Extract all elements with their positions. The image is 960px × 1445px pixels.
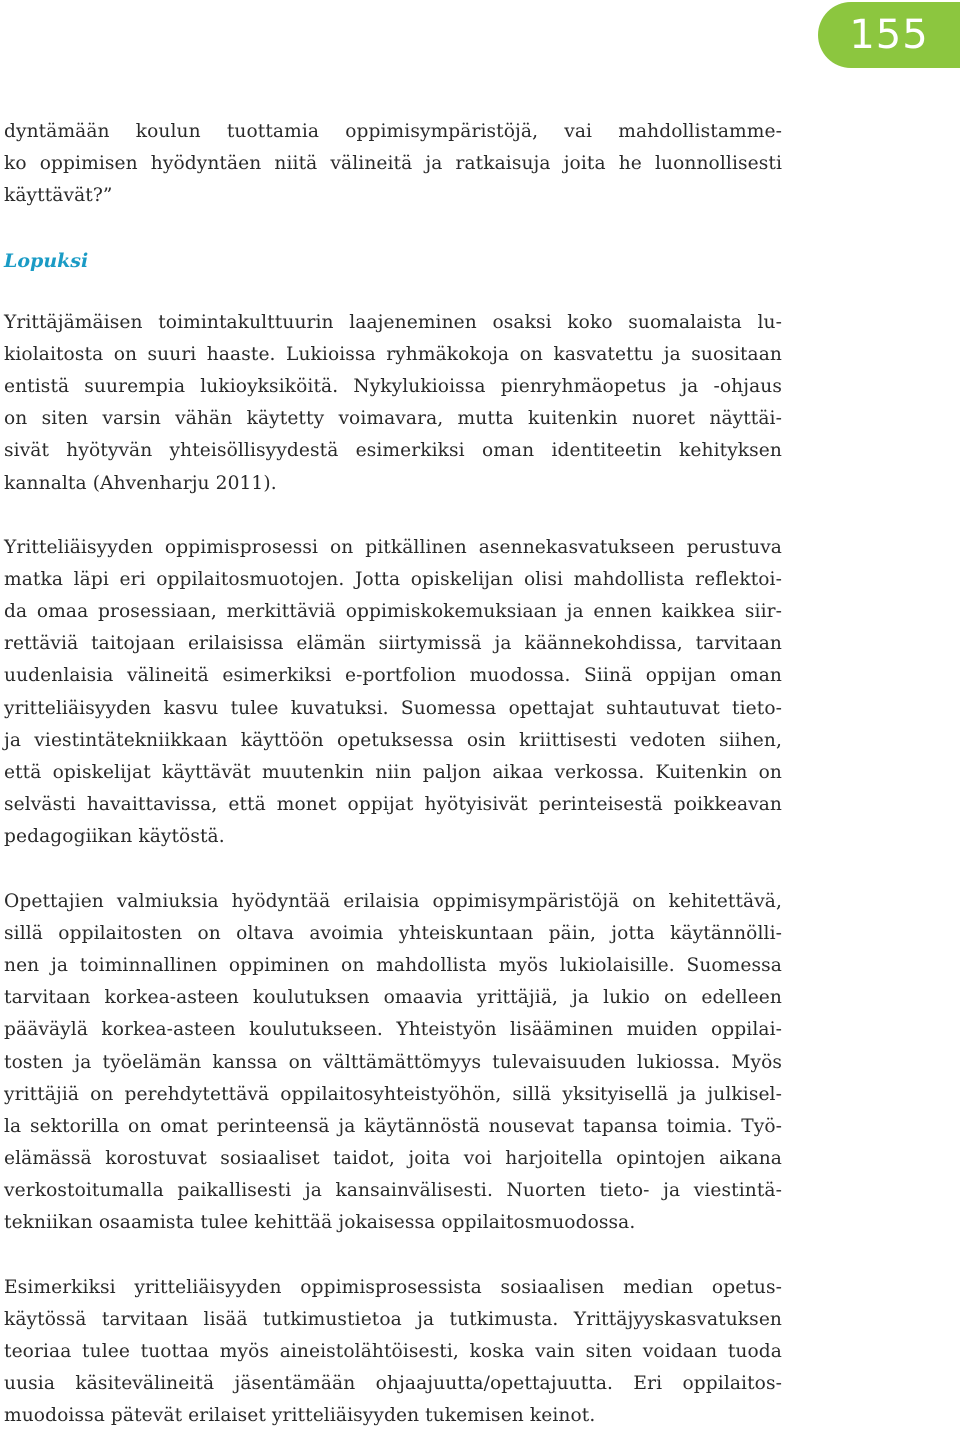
text-line: yritteliäisyyden kasvu tulee kuvatuksi. Suomessa opettajat suhtautuvat tieto- bbox=[4, 697, 782, 719]
paragraph-gap bbox=[4, 1240, 782, 1272]
paragraph-3 bbox=[4, 886, 782, 1240]
text-line: teoriaa tulee tuottaa myös aineistolähtöisesti, koska vain siten voidaan tuoda bbox=[4, 1341, 782, 1362]
text-line: verkostoitumalla paikallisesti ja kansainvälisesti. Nuorten tieto- ja viestintä- bbox=[4, 1180, 782, 1202]
text-line: on siten varsin vähän käytetty voimavara, mutta kuitenkin nuoret näyttäi- bbox=[4, 408, 782, 430]
text-line: kannalta (Ahvenharju 2011). bbox=[4, 472, 277, 494]
text-line: la sektorilla on omat perinteensä ja käytännöstä nousevat tapansa toimia. Työ- bbox=[4, 1115, 782, 1137]
text-line: nen ja toiminnallinen oppiminen on mahdollista myös lukiolaisille. Suomessa bbox=[4, 954, 782, 976]
text-line: Opettajien valmiuksia hyödyntää erilaisia oppimisympäristöjä on kehitettävä, bbox=[4, 890, 782, 912]
text-line: tarvitaan korkea-asteen koulutuksen omaavia yrittäjiä, ja lukio on edelleen bbox=[4, 987, 782, 1009]
paragraph-gap bbox=[4, 854, 782, 886]
text-line: ko oppimisen hyödyntäen niitä välineitä ja ratkaisuja joita he luonnollisesti bbox=[4, 153, 782, 175]
text-line: sillä oppilaitosten on oltava avoimia yhteiskuntaan päin, jotta käytännölli- bbox=[4, 922, 782, 944]
text-line: pedagogiikan käytöstä. bbox=[4, 826, 225, 848]
text-line: Esimerkiksi yritteliäisyyden oppimisprosessista sosiaalisen median opetus- bbox=[4, 1276, 782, 1298]
text-line: selvästi havaittavissa, että monet oppijat hyötyisivät perinteisestä poikkeavan bbox=[4, 794, 782, 816]
text-line: dyntämään koulun tuottamia oppimisympäristöjä, vai mahdollistamme- bbox=[4, 121, 782, 142]
text-line: entistä suurempia lukioyksiköitä. Nykylukioissa pienryhmäopetus ja -ohjaus bbox=[4, 375, 782, 397]
text-line: tekniikan osaamista tulee kehittää jokaisessa oppilaitosmuodossa. bbox=[4, 1212, 636, 1234]
text-line: yrittäjiä on perehdytettävä oppilaitosyhteistyöhön, sillä yksityisellä ja julkisel- bbox=[4, 1083, 782, 1105]
paragraph-4 bbox=[4, 1272, 782, 1433]
text-line: uudenlaisia välineitä esimerkiksi e-portfolion muodossa. Siinä oppijan oman bbox=[4, 665, 782, 687]
text-line: ja viestintätekniikkaan käyttöön opetuksessa osin kriittisesti vedoten siihen, bbox=[4, 729, 782, 751]
page-number: 155 bbox=[849, 12, 929, 58]
section-heading: Lopuksi bbox=[4, 249, 89, 272]
page-number-badge bbox=[818, 2, 960, 68]
paragraph-gap bbox=[4, 500, 782, 532]
text-line: Yritteliäisyyden oppimisprosessi on pitkällinen asennekasvatukseen perustuva bbox=[4, 536, 782, 558]
intro-paragraph bbox=[4, 116, 782, 213]
text-line: käytössä tarvitaan lisää tutkimustietoa ja tutkimusta. Yrittäjyyskasvatuksen bbox=[4, 1308, 782, 1330]
text-line: että opiskelijat käyttävät muutenkin niin paljon aikaa verkossa. Kuitenkin on bbox=[4, 762, 782, 783]
text-line: pääväylä korkea-asteen koulutukseen. Yhteistyön lisääminen muiden oppilai- bbox=[4, 1019, 782, 1041]
text-line: matka läpi eri oppilaitosmuotojen. Jotta opiskelijan olisi mahdollista reflektoi- bbox=[4, 568, 782, 590]
text-line: sivät hyötyvän yhteisöllisyydestä esimerkiksi oman identiteetin kehityksen bbox=[4, 440, 782, 462]
text-line: Yrittäjämäisen toimintakulttuurin laajeneminen osaksi koko suomalaista lu- bbox=[4, 311, 782, 333]
paragraph-2 bbox=[4, 532, 782, 854]
text-line: kiolaitosta on suuri haaste. Lukioissa ryhmäkokoja on kasvatettu ja suositaan bbox=[4, 343, 782, 365]
text-line: rettäviä taitojaan erilaisissa elämän siirtymissä ja käännekohdissa, tarvitaan bbox=[4, 633, 782, 655]
text-line: da omaa prosessiaan, merkittäviä oppimiskokemuksiaan ja ennen kaikkea siir- bbox=[4, 601, 782, 623]
text-line: uusia käsitevälineitä jäsentämään ohjaajuutta/opettajuutta. Eri oppilaitos- bbox=[4, 1373, 782, 1395]
paragraph-1 bbox=[4, 307, 782, 500]
text-line: elämässä korostuvat sosiaaliset taidot, joita voi harjoitella opintojen aikana bbox=[4, 1148, 782, 1170]
text-line: käyttävät?” bbox=[4, 185, 113, 207]
paragraph-gap bbox=[4, 213, 782, 245]
paragraph-gap bbox=[4, 277, 782, 307]
article-body bbox=[4, 116, 782, 1433]
text-line: tosten ja työelämän kanssa on välttämättömyys tulevaisuuden lukiossa. Myös bbox=[4, 1051, 782, 1073]
text-line: muodoissa pätevät erilaiset yritteliäisyyden tukemisen keinot. bbox=[4, 1405, 596, 1427]
